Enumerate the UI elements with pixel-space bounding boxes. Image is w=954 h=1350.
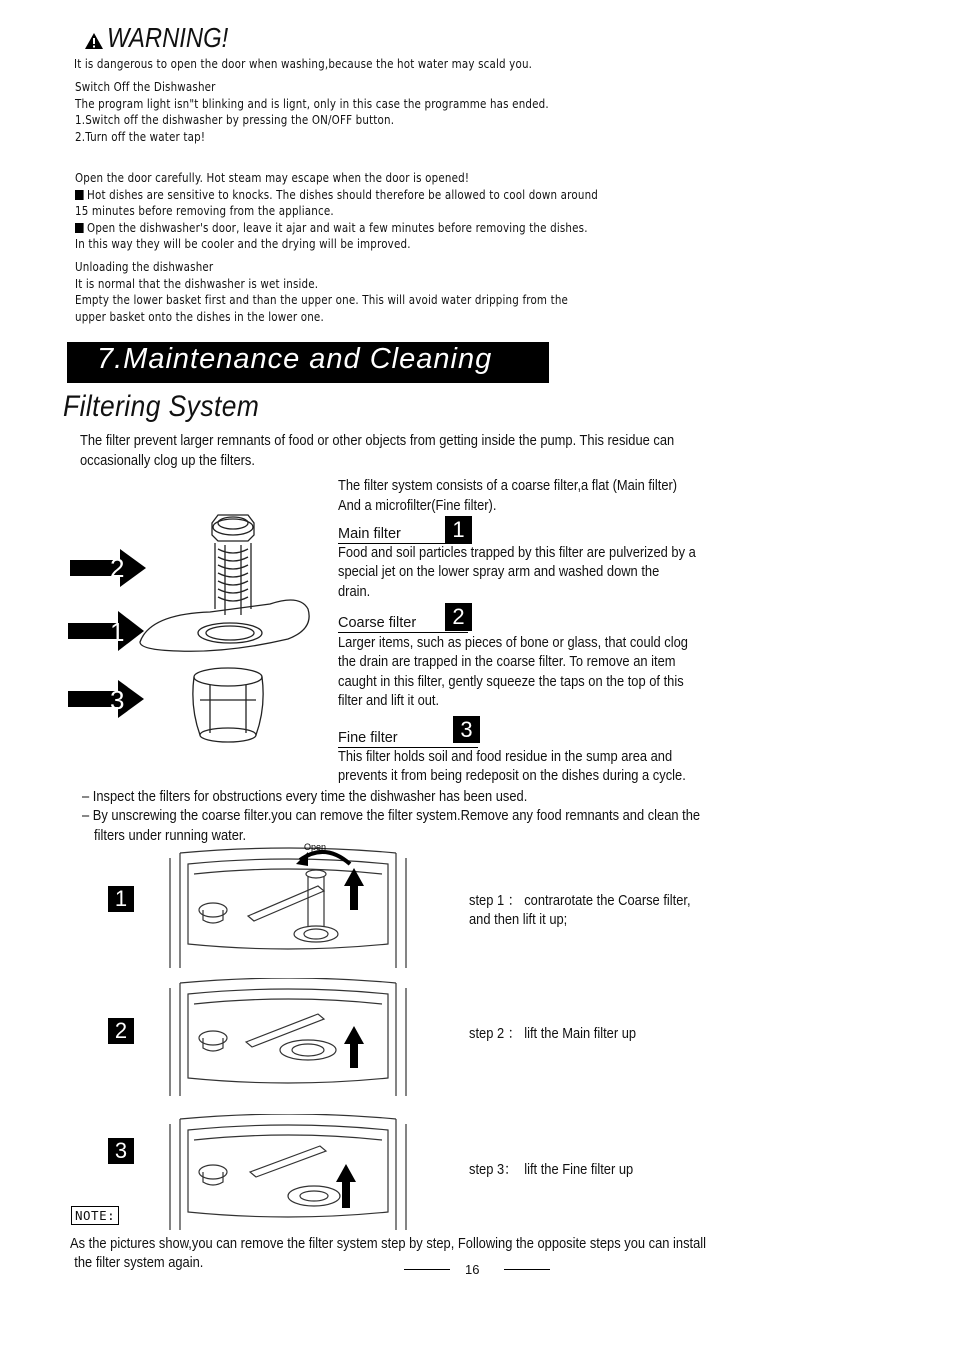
intro-paragraph	[80, 431, 771, 471]
page-number-rule-left	[404, 1269, 450, 1270]
warning-text	[74, 56, 607, 73]
switch-off-line: The program light isn"t blinking and is lignt, only in this case the programme has ended.	[75, 96, 549, 111]
step-2-illustration	[168, 978, 408, 1098]
fine-filter-line: prevents it from being redeposit on the dishes during a cycle.	[338, 767, 686, 784]
arrow-label: 3	[110, 685, 125, 715]
step-1-text	[469, 891, 727, 930]
coarse-filter-line: the drain are trapped in the coarse filter. To remove an item	[338, 653, 676, 671]
step-number-badge: 3	[108, 1138, 134, 1164]
system-line: And a microfilter(Fine filter).	[338, 497, 497, 514]
bullet-continuation: In this way they will be cooler and the drying will be improved.	[75, 237, 411, 252]
fine-filter-label: Fine filter	[338, 730, 478, 748]
section-header-bar	[67, 342, 549, 383]
bullet-text: Open the dishwasher's door, leave it ajar and wait a few minutes before removing the dishes.	[87, 220, 588, 235]
main-filter-line: Food and soil particles trapped by this filter are pulverized by a	[338, 544, 696, 561]
open-door-heading: Open the door carefully. Hot steam may escape when the door is opened!	[75, 171, 470, 185]
up-arrow-icon	[344, 1026, 364, 1068]
open-label: Open	[304, 842, 327, 852]
fine-filter-drawing	[193, 668, 263, 742]
main-filter-line: special jet on the lower spray arm and washed down the	[338, 563, 660, 581]
up-arrow-icon	[344, 868, 364, 910]
coarse-filter-section	[338, 603, 768, 710]
note-label: NOTE:	[71, 1206, 119, 1225]
switch-off-heading: Switch Off the Dishwasher	[75, 80, 216, 94]
fine-filter-section	[338, 716, 768, 785]
step-number-badge: 2	[108, 1018, 134, 1044]
coarse-filter-line: filter and lift it out.	[338, 691, 440, 709]
note-line: the filter system again.	[74, 1253, 204, 1271]
filter-number-badge: 3	[453, 716, 480, 743]
step-3-text	[469, 1160, 660, 1179]
instruction-item: – Inspect the filters for obstructions every time the dishwasher has been used.	[82, 788, 528, 805]
warning-header	[84, 24, 284, 56]
step-number-badge: 1	[108, 886, 134, 912]
bullet-item	[75, 220, 598, 237]
intro-line: occasionally clog up the filters.	[80, 452, 255, 469]
intro-line: The filter prevent larger remnants of food or other objects from getting inside the pump. This residue can	[80, 432, 675, 449]
unloading-heading: Unloading the dishwasher	[75, 260, 214, 274]
instructions-list	[82, 787, 801, 845]
filter-assembly-diagram	[60, 505, 320, 750]
system-description	[338, 476, 732, 516]
system-line: The filter system consists of a coarse filter,a flat (Main filter)	[338, 477, 678, 494]
step-1-illustration	[168, 838, 408, 970]
instruction-item: filters under running water.	[94, 826, 247, 844]
note-line: As the pictures show,you can remove the filter system step by step, Following the opposite steps you can install	[70, 1235, 707, 1252]
arrow-icon	[68, 680, 144, 718]
step-line: step 2 ： lift the Main filter up	[469, 1025, 637, 1042]
page-number: 16	[465, 1262, 480, 1277]
bullet-square-icon	[75, 190, 84, 200]
bullet-continuation: 15 minutes before removing from the appliance.	[75, 204, 334, 219]
warning-line: It is dangerous to open the door when washing,because the hot water may scald you.	[74, 57, 533, 71]
bullet-text: Hot dishes are sensitive to knocks. The dishes should therefore be allowed to cool down around	[87, 187, 599, 202]
warning-title: WARNING!	[107, 22, 229, 53]
filter-number-badge: 2	[445, 603, 472, 631]
arrow-icon	[68, 611, 144, 651]
step-line: and then lift it up;	[469, 911, 568, 929]
filtering-system-title: Filtering System	[63, 390, 260, 423]
bullet-item	[75, 187, 598, 204]
step-line: step 3： lift the Fine filter up	[469, 1161, 634, 1178]
switch-off-line: 2.Turn off the water tap!	[75, 129, 206, 144]
arrow-label: 2	[110, 553, 125, 583]
arrow-icon	[70, 549, 146, 587]
coarse-filter-label: Coarse filter	[338, 615, 468, 633]
coarse-filter-line: caught in this filter, gently squeeze the taps on the top of this	[338, 672, 684, 690]
switch-off-block	[75, 79, 626, 145]
arrow-label: 1	[110, 617, 125, 647]
fine-filter-line: This filter holds soil and food residue in the sump area and	[338, 748, 673, 765]
coarse-filter-drawing	[212, 515, 254, 615]
open-door-block	[75, 170, 683, 253]
unloading-line: upper basket onto the dishes in the lower one.	[75, 309, 324, 324]
filter-number-badge: 1	[445, 516, 472, 544]
up-arrow-icon	[336, 1164, 356, 1208]
switch-off-line: 1.Switch off the dishwasher by pressing the ON/OFF button.	[75, 113, 395, 128]
page-number-rule-right	[504, 1269, 550, 1270]
step-line: step 1 ： contrarotate the Coarse filter,	[469, 892, 691, 909]
main-filter-section	[338, 516, 768, 601]
main-filter-line: drain.	[338, 582, 371, 600]
instruction-item: – By unscrewing the coarse filter.you can remove the filter system.Remove any food remnants and clean the	[82, 807, 701, 825]
warning-triangle-icon	[84, 32, 104, 50]
section-title: 7.Maintenance and Cleaning	[97, 343, 493, 375]
step-3-illustration	[168, 1114, 408, 1232]
note-text	[70, 1235, 810, 1272]
unloading-line: It is normal that the dishwasher is wet inside.	[75, 276, 319, 291]
step-2-text	[469, 1024, 663, 1043]
coarse-filter-line: Larger items, such as pieces of bone or glass, that could clog	[338, 634, 688, 651]
unloading-line: Empty the lower basket first and than the upper one. This will avoid water dripping from the	[75, 293, 569, 308]
bullet-square-icon	[75, 223, 84, 233]
main-filter-label: Main filter	[338, 526, 464, 544]
unloading-block	[75, 259, 648, 325]
